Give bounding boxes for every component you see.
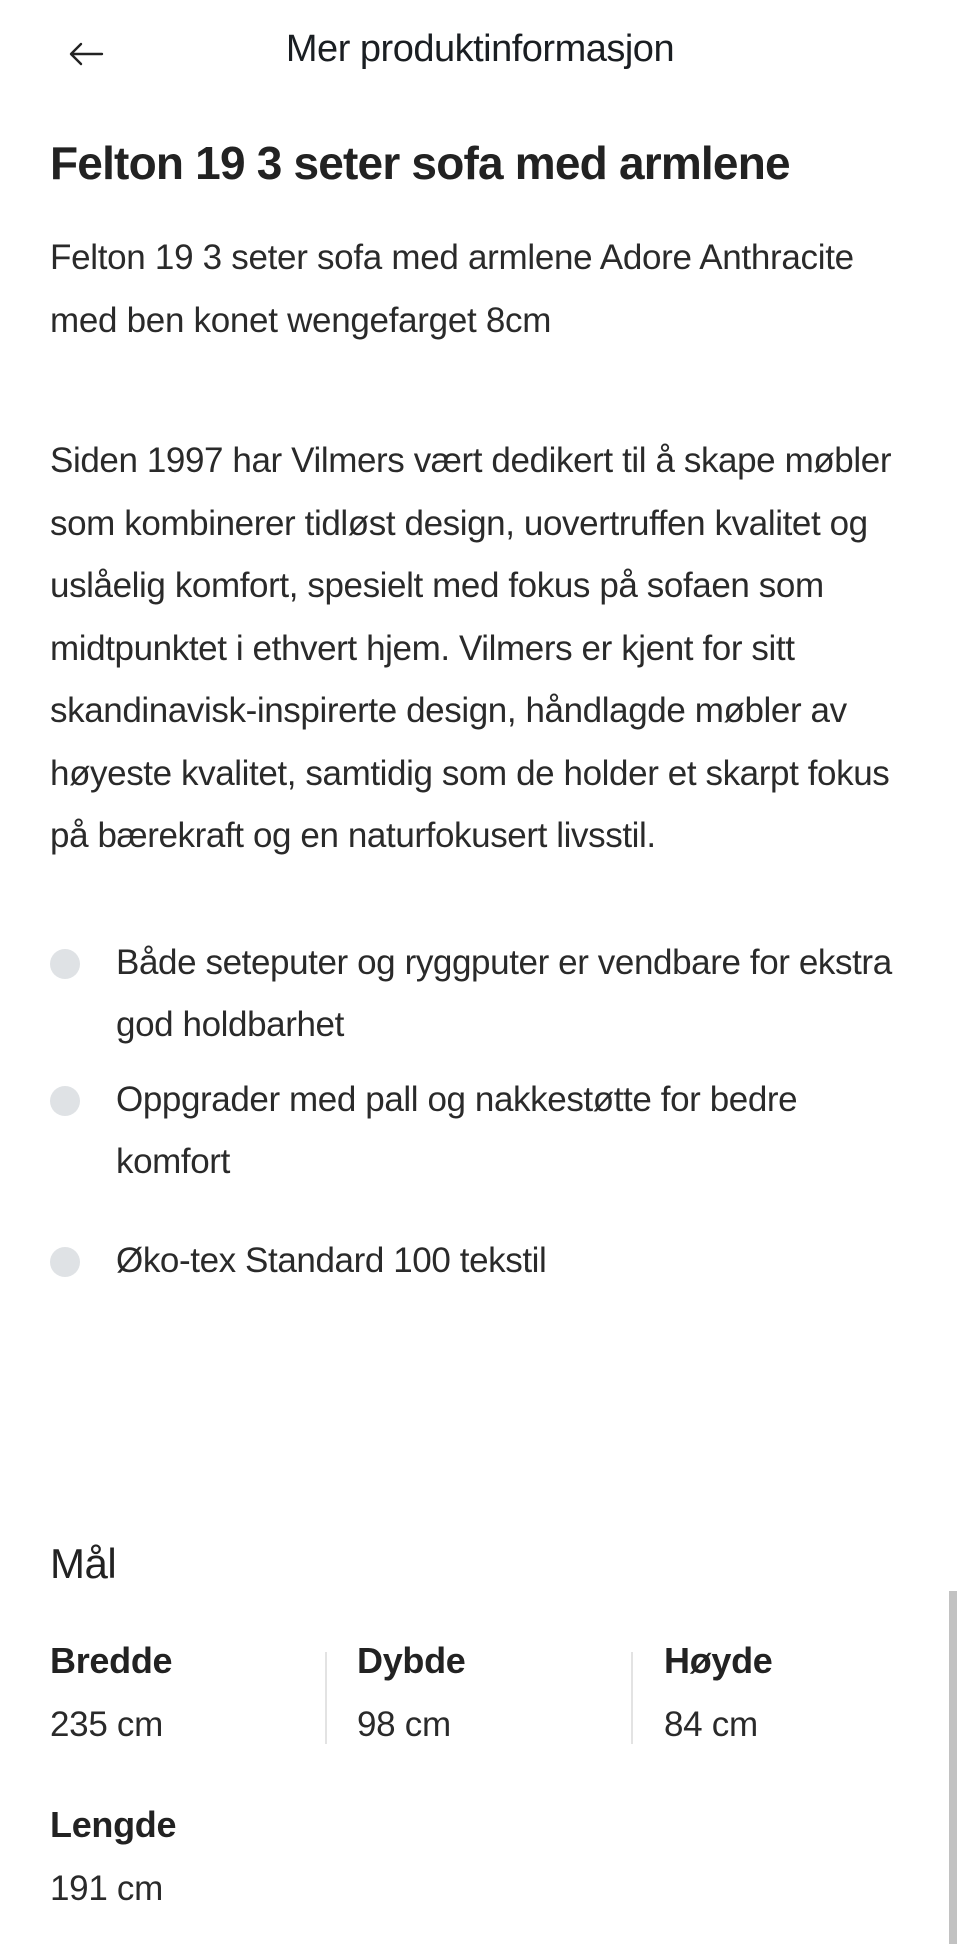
bullet-dot-icon [50,1086,80,1116]
column-divider [631,1652,633,1744]
dimension-depth [357,1636,637,1750]
product-info-content [50,130,910,1292]
dimension-label: Dybde [357,1640,466,1681]
column-divider [325,1652,327,1744]
dimension-label: Høyde [664,1640,773,1681]
page-title: Mer produktinformasjon [285,28,675,70]
feature-item [50,932,910,1057]
dimension-label: Bredde [50,1640,173,1681]
dimensions-grid-row-2 [50,1800,330,1914]
product-title: Felton 19 3 seter sofa med armlene [50,137,790,189]
bullet-dot-icon [50,949,80,979]
dimension-label: Lengde [50,1804,177,1845]
dimensions-heading: Mål [50,1540,117,1587]
dimension-length [50,1800,330,1914]
feature-item [50,1069,910,1194]
dimension-value: 235 cm [50,1705,163,1744]
dimension-width [50,1636,330,1750]
feature-text: Øko-tex Standard 100 tekstil [116,1240,547,1280]
top-app-bar [0,0,960,110]
feature-list [50,932,910,1293]
dimension-value: 84 cm [664,1705,758,1744]
dimension-value: 98 cm [357,1705,451,1744]
product-subtitle: Felton 19 3 seter sofa med armlene Adore Anthracite med ben konet wengefarget 8cm [50,238,854,340]
bullet-dot-icon [50,1247,80,1277]
dimension-value: 191 cm [50,1869,163,1908]
scrollbar-thumb[interactable] [949,1591,957,1944]
dimension-height [664,1636,944,1750]
feature-text: Oppgrader med pall og nakkestøtte for bedre komfort [116,1079,798,1181]
product-description: Siden 1997 har Vilmers vært dedikert til å skape møbler som kombinerer tidløst design, uovertruffen kvalitet og uslåelig komfort, spesielt med fokus på sofaen som midtpunktet i ethvert hjem. Vilmers er kjent for sitt skandinavisk-inspirerte design, håndlagde møbler av høyeste kvalitet, samtidig som de holder et skarpt fokus på bærekraft og en naturfokusert livsstil. [50,441,892,855]
dimensions-grid [50,1636,910,1746]
feature-text: Både seteputer og ryggputer er vendbare for ekstra god holdbarhet [116,942,892,1044]
feature-item [50,1230,910,1293]
